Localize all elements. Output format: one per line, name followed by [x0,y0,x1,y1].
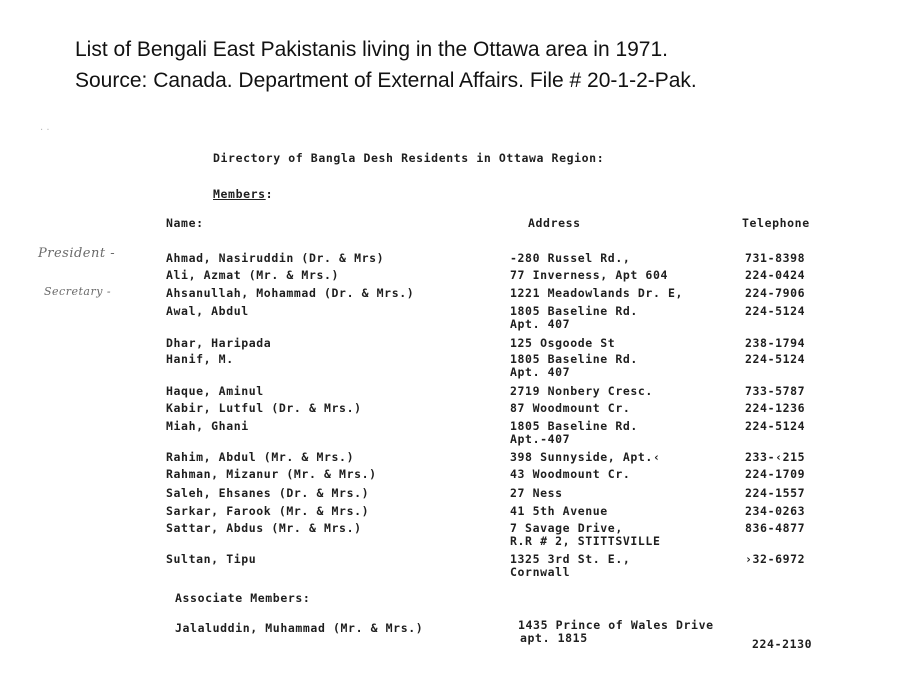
associate-address-line-2: apt. 1815 [520,631,588,645]
member-address [510,337,615,350]
member-telephone: 733-5787 [745,384,806,398]
member-telephone: 224-1557 [745,486,806,500]
member-address [510,553,630,579]
member-address-line: 2719 Nonbery Cresc. [510,384,653,398]
member-address-line: 7 Savage Drive, [510,521,623,535]
member-address [510,353,638,379]
member-address-line: 77 Inverness, Apt 604 [510,268,668,282]
member-name: Sattar, Abdus (Mr. & Mrs.) [166,521,362,535]
member-name: Hanif, M. [166,352,234,366]
member-name: Haque, Aminul [166,384,264,398]
member-address-line: Cornwall [510,565,571,579]
member-telephone: 224-1236 [745,401,806,415]
member-address [510,468,630,481]
member-address-line: 1805 Baseline Rd. [510,419,638,433]
member-name: Rahim, Abdul (Mr. & Mrs.) [166,450,355,464]
member-address [510,287,683,300]
member-name: Ahsanullah, Mohammad (Dr. & Mrs.) [166,286,415,300]
member-telephone: 224-5124 [745,304,806,318]
member-telephone: ›32-6972 [745,552,806,566]
member-address [510,402,630,415]
member-address [510,269,668,282]
member-address-line: R.R # 2, STITTSVILLE [510,534,661,548]
member-name: Miah, Ghani [166,419,249,433]
member-name: Sultan, Tipu [166,552,257,566]
member-address-line: 1325 3rd St. E., [510,552,631,566]
member-name: Kabir, Lutful (Dr. & Mrs.) [166,401,362,415]
associate-member-name: Jalaluddin, Muhammad (Mr. & Mrs.) [175,621,424,635]
member-address-line: 43 Woodmount Cr. [510,467,631,481]
associate-address-line-1: 1435 Prince of Wales Drive [518,618,714,632]
members-heading-label: Members [213,187,266,201]
handwritten-president: President - [38,246,116,261]
column-header-address: Address [528,216,581,230]
member-telephone: 224-0424 [745,268,806,282]
member-telephone: 233-‹215 [745,450,806,464]
members-heading-colon: : [265,187,274,201]
member-telephone: 234-0263 [745,504,806,518]
members-heading [213,187,273,201]
member-name: Dhar, Haripada [166,336,272,350]
caption-line-2: Source: Canada. Department of External Affairs. File # 20-1-2-Pak. [75,69,697,92]
member-name: Ali, Azmat (Mr. & Mrs.) [166,268,340,282]
member-address-line: 1221 Meadowlands Dr. E, [510,286,684,300]
associate-members-heading: Associate Members: [175,591,311,605]
document-title: Directory of Bangla Desh Residents in Ottawa Region: [213,151,605,165]
member-address-line: Apt.-407 [510,432,571,446]
member-telephone: 224-5124 [745,419,806,433]
column-header-telephone: Telephone [742,216,810,230]
member-telephone: 731-8398 [745,251,806,265]
scan-speck: · · [40,125,50,136]
member-address-line: 398 Sunnyside, Apt.‹ [510,450,661,464]
member-telephone: 238-1794 [745,336,806,350]
member-address-line: Apt. 407 [510,365,571,379]
caption [75,34,697,96]
associate-member-telephone: 224-2130 [752,637,813,651]
member-address [510,487,563,500]
handwritten-secretary: Secretary - [44,285,112,298]
member-telephone: 224-5124 [745,352,806,366]
member-address [510,420,638,446]
member-name: Rahman, Mizanur (Mr. & Mrs.) [166,467,377,481]
member-name: Ahmad, Nasiruddin (Dr. & Mrs) [166,251,385,265]
member-address-line: 1805 Baseline Rd. [510,304,638,318]
member-address-line: 87 Woodmount Cr. [510,401,631,415]
member-telephone: 836-4877 [745,521,806,535]
member-name: Saleh, Ehsanes (Dr. & Mrs.) [166,486,370,500]
member-name: Awal, Abdul [166,304,249,318]
member-address-line: 125 Osgoode St [510,336,616,350]
member-address [510,385,653,398]
member-address [510,252,630,265]
member-address [510,522,660,548]
member-address [510,451,660,464]
member-address-line: 41 5th Avenue [510,504,608,518]
column-header-name: Name: [166,216,204,230]
member-address [510,305,638,331]
associate-member-address [518,619,714,645]
member-name: Sarkar, Farook (Mr. & Mrs.) [166,504,370,518]
caption-line-1: List of Bengali East Pakistanis living in the Ottawa area in 1971. [75,38,669,61]
member-address [510,505,608,518]
member-address-line: Apt. 407 [510,317,571,331]
member-address-line: ‐280 Russel Rd., [510,251,631,265]
member-telephone: 224-7906 [745,286,806,300]
member-telephone: 224-1709 [745,467,806,481]
member-address-line: 1805 Baseline Rd. [510,352,638,366]
member-address-line: 27 Ness [510,486,563,500]
